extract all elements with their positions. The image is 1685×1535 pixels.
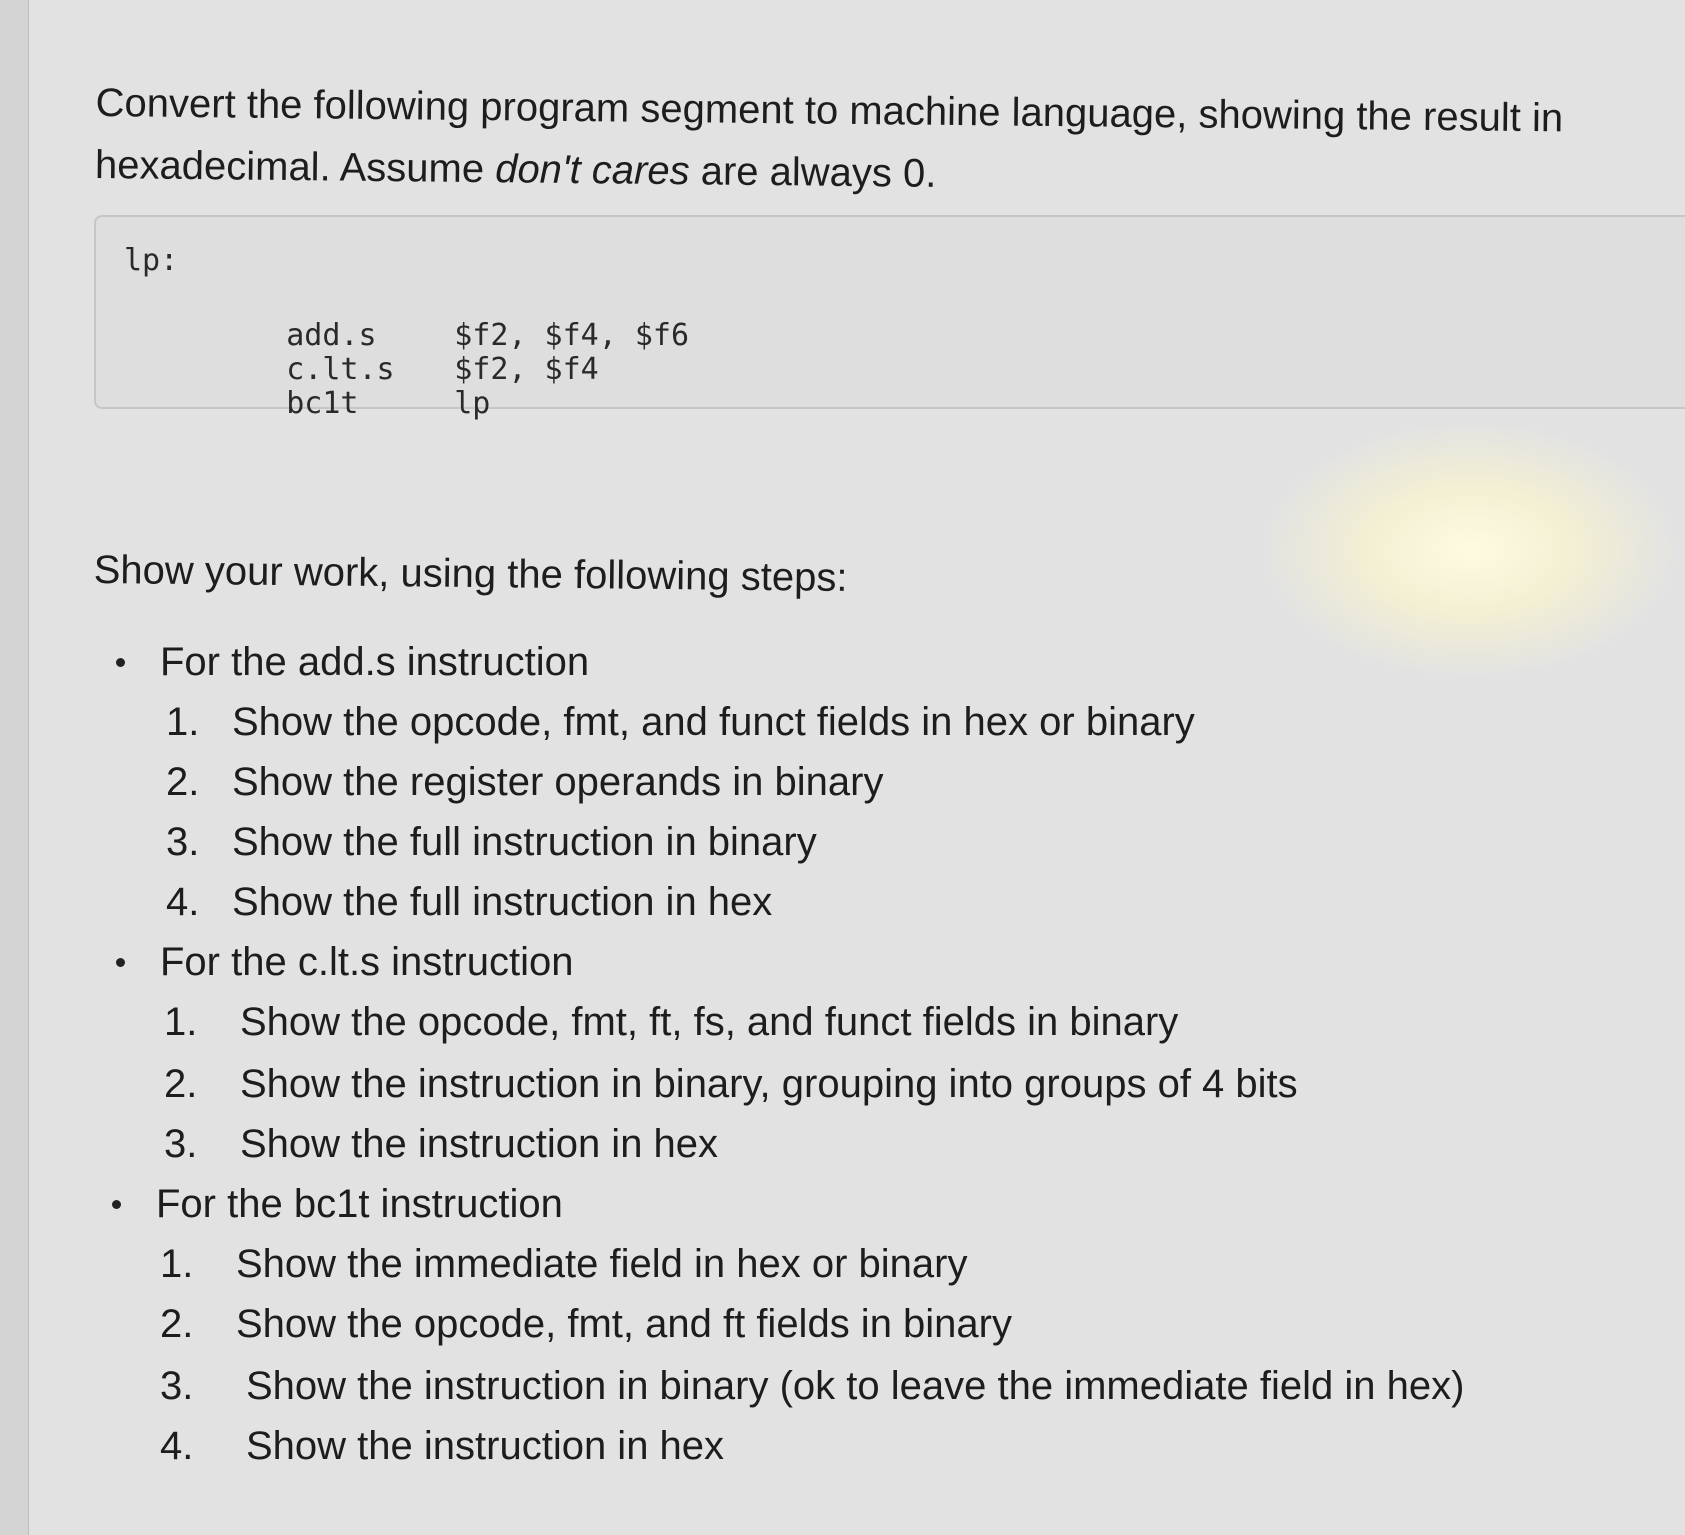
- intro-text-before: Convert the following program segment to machine language, showing the result in hexadecimal. Assume: [94, 80, 1564, 192]
- intro-text-emphasis: don't cares: [494, 147, 690, 194]
- section-title: For the bc1t instruction: [156, 1182, 563, 1226]
- code-args: $f2, $f4, $f6: [454, 318, 690, 353]
- code-label: lp:: [124, 243, 179, 278]
- intro-paragraph: [95, 72, 1656, 212]
- step-number: 2.: [166, 760, 200, 804]
- step-number: 2.: [164, 1062, 198, 1106]
- intro-text-after: are always 0.: [689, 149, 937, 196]
- page-left-edge: [0, 0, 29, 1535]
- section-title: For the add.s instruction: [160, 640, 590, 684]
- step-text: Show the instruction in hex: [246, 1424, 725, 1468]
- code-line: [214, 351, 490, 456]
- code-op: add.s: [286, 318, 377, 353]
- step-number: 3.: [164, 1122, 198, 1166]
- code-op: bc1t: [286, 386, 359, 421]
- step-text: Show the opcode, fmt, and funct fields in hex or binary: [232, 700, 1195, 744]
- step-text: Show the register operands in binary: [232, 760, 884, 804]
- step-number: 1.: [166, 700, 200, 744]
- step-text: Show the instruction in hex: [240, 1122, 719, 1166]
- step-text: Show the instruction in binary (ok to leave the immediate field in hex): [246, 1364, 1465, 1408]
- code-args: $f2, $f4: [454, 352, 599, 387]
- bullet-icon: [116, 958, 125, 967]
- section-title: For the c.lt.s instruction: [160, 940, 574, 984]
- step-number: 1.: [164, 1000, 198, 1044]
- code-op: c.lt.s: [286, 352, 395, 387]
- code-args: lp: [454, 386, 491, 421]
- step-number: 2.: [160, 1302, 194, 1346]
- step-text: Show the immediate field in hex or binary: [236, 1242, 968, 1286]
- bullet-icon: [116, 658, 125, 667]
- step-text: Show the opcode, fmt, and ft fields in binary: [236, 1302, 1012, 1346]
- steps-heading: Show your work, using the following steps:: [93, 548, 848, 600]
- bullet-icon: [112, 1200, 121, 1209]
- step-number: 1.: [160, 1242, 194, 1286]
- step-number: 4.: [160, 1424, 194, 1468]
- step-text: Show the opcode, fmt, ft, fs, and funct fields in binary: [240, 1000, 1179, 1044]
- step-text: Show the full instruction in hex: [232, 880, 773, 924]
- screen-glare: [1260, 420, 1680, 680]
- step-text: Show the full instruction in binary: [232, 820, 817, 864]
- step-number: 3.: [166, 820, 200, 864]
- step-text: Show the instruction in binary, grouping into groups of 4 bits: [240, 1062, 1298, 1106]
- code-block: [94, 215, 1685, 421]
- step-number: 4.: [166, 880, 200, 924]
- step-number: 3.: [160, 1364, 194, 1408]
